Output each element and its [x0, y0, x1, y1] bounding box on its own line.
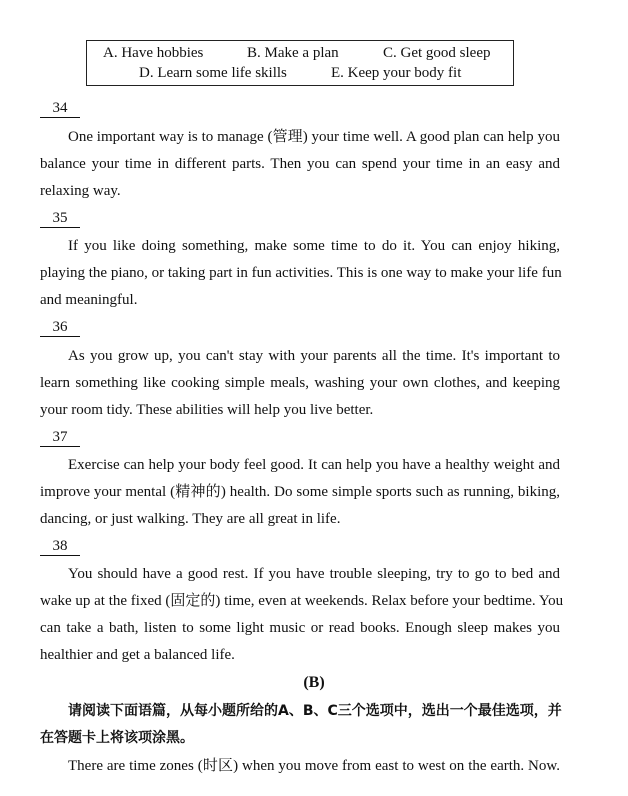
- paragraph-line: One important way is to manage (管理) your time well. A good plan can help you: [68, 129, 560, 145]
- paragraph-line: wake up at the fixed (固定的) time, even at weekends. Relax before your bedtime. You: [40, 593, 564, 609]
- paragraph-line: improve your mental (精神的) health. Do some simple sports such as running, biking,: [40, 484, 560, 500]
- paragraph-line: playing the piano, or taking part in fun activities. This is one way to make your life fun: [40, 265, 562, 281]
- part-b-heading: (B): [303, 674, 325, 691]
- option-d: D. Learn some life skills: [139, 65, 287, 81]
- option-a: A. Have hobbies: [103, 45, 204, 61]
- blank-36: 36: [40, 319, 80, 337]
- paragraph-line: and meaningful.: [40, 292, 138, 308]
- paragraph-line: You should have a good rest. If you have trouble sleeping, try to go to bed and: [68, 566, 560, 582]
- paragraph-line: If you like doing something, make some time to do it. You can enjoy hiking,: [68, 238, 560, 254]
- blank-35: 35: [40, 210, 80, 228]
- paragraph-line: balance your time in different parts. Then you can spend your time in an easy and: [40, 156, 560, 172]
- option-b: B. Make a plan: [247, 45, 339, 61]
- passage-line: There are time zones (时区) when you move from east to west on the earth. Now.: [68, 758, 560, 774]
- options-box: [86, 40, 514, 86]
- paragraph-line: your room tidy. These abilities will help you live better.: [40, 402, 374, 418]
- option-c: C. Get good sleep: [383, 45, 491, 61]
- blank-37: 37: [40, 429, 80, 447]
- blank-38: 38: [40, 538, 80, 556]
- paragraph-line: learn something like cooking simple meals, washing your own clothes, and keeping: [40, 375, 560, 391]
- paragraph-line: As you grow up, you can't stay with your parents all the time. It's important to: [68, 348, 560, 364]
- instruction-line: 在答题卡上将该项涂黑。: [40, 730, 194, 746]
- paragraph-line: relaxing way.: [40, 183, 121, 199]
- option-e: E. Keep your body fit: [331, 65, 462, 81]
- paragraph-line: dancing, or just walking. They are all great in life.: [40, 511, 341, 527]
- instruction-line: 请阅读下面语篇，从每小题所给的A、B、C三个选项中，选出一个最佳选项，并: [68, 703, 562, 719]
- paragraph-line: healthier and get a balanced life.: [40, 647, 235, 663]
- paragraph-line: can take a bath, listen to some light music or read books. Enough sleep makes you: [40, 620, 560, 636]
- blank-34: 34: [40, 100, 80, 118]
- paragraph-line: Exercise can help your body feel good. It can help you have a healthy weight and: [68, 457, 560, 473]
